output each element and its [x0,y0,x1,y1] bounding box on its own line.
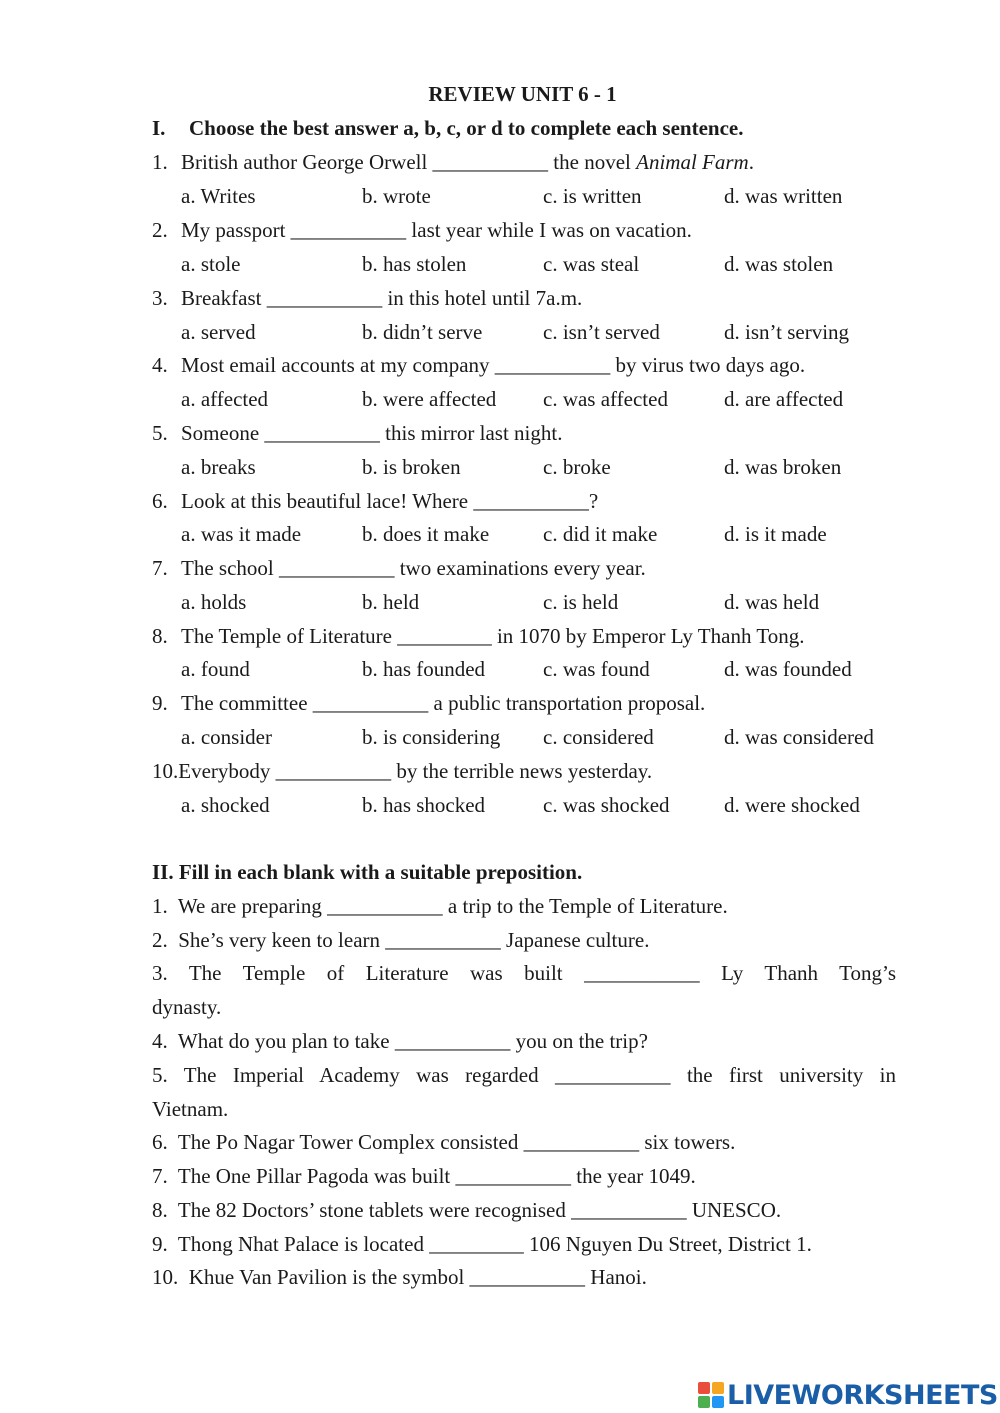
option-a[interactable]: a. served [181,320,256,344]
question-1: 1. British author George Orwell ___________ the novel Animal Farm. [152,150,754,174]
page-title: REVIEW UNIT 6 - 1 [428,82,617,106]
option-c[interactable]: c. broke [543,455,611,479]
book-title: Animal Farm [636,150,749,174]
fill-item-5: 5. The Imperial Academy was regarded ___________ the first university in [152,1063,896,1087]
option-d[interactable]: d. was written [724,184,843,208]
option-d[interactable]: d. is it made [724,522,827,546]
option-b[interactable]: b. held [362,590,420,614]
option-a[interactable]: a. stole [181,252,241,276]
fill-item-3: 3. The Temple of Literature was built ___________ Ly Thanh Tong’s [152,961,896,985]
question-2: 2. My passport ___________ last year while I was on vacation. [152,218,692,242]
fill-item-9: 9. Thong Nhat Palace is located _________ 106 Nguyen Du Street, District 1. [152,1232,812,1256]
question-3: 3. Breakfast ___________ in this hotel until 7a.m. [152,286,583,310]
option-c[interactable]: c. was shocked [543,793,670,817]
option-b[interactable]: b. is broken [362,455,461,479]
section-2-heading: II. Fill in each blank with a suitable preposition. [152,860,583,884]
option-d[interactable]: d. was founded [724,657,852,681]
option-d[interactable]: d. were shocked [724,793,860,817]
option-a[interactable]: a. consider [181,725,272,749]
fill-item-4: 4. What do you plan to take ___________ you on the trip? [152,1029,648,1053]
option-c[interactable]: c. considered [543,725,654,749]
option-a[interactable]: a. shocked [181,793,270,817]
option-b[interactable]: b. wrote [362,184,431,208]
option-b[interactable]: b. is considering [362,725,501,749]
question-4: 4. Most email accounts at my company ___________ by virus two days ago. [152,353,806,377]
fill-item-3-continued: dynasty. [152,995,222,1019]
liveworksheets-logo [697,1378,998,1412]
option-b[interactable]: b. has shocked [362,793,486,817]
question-8: 8. The Temple of Literature _________ in 1070 by Emperor Ly Thanh Tong. [152,624,805,648]
option-c[interactable]: c. is held [543,590,619,614]
liveworksheets-logo-icon [697,1381,725,1409]
option-a[interactable]: a. affected [181,387,269,411]
option-c[interactable]: c. was steal [543,252,640,276]
option-c[interactable]: c. isn’t served [543,320,660,344]
liveworksheets-logo-text: LIVEWORKSHEETS [727,1379,998,1411]
option-a[interactable]: a. Writes [181,184,256,208]
question-5: 5. Someone ___________ this mirror last night. [152,421,563,445]
option-a[interactable]: a. found [181,657,250,681]
option-d[interactable]: d. was considered [724,725,874,749]
option-b[interactable]: b. has stolen [362,252,467,276]
option-d[interactable]: d. are affected [724,387,844,411]
option-a[interactable]: a. was it made [181,522,302,546]
option-c[interactable]: c. was affected [543,387,668,411]
option-c[interactable]: c. was found [543,657,650,681]
fill-item-2: 2. She’s very keen to learn ___________ Japanese culture. [152,928,650,952]
option-a[interactable]: a. holds [181,590,247,614]
option-b[interactable]: b. has founded [362,657,486,681]
option-a[interactable]: a. breaks [181,455,256,479]
fill-item-1: 1. We are preparing ___________ a trip to the Temple of Literature. [152,894,728,918]
fill-item-5-continued: Vietnam. [152,1097,229,1121]
section-1-instruction: Choose the best answer a, b, c, or d to complete each sentence. [189,116,744,140]
option-b[interactable]: b. didn’t serve [362,320,483,344]
section-1-heading [152,116,743,141]
fill-item-10: 10. Khue Van Pavilion is the symbol ___________ Hanoi. [152,1265,647,1289]
option-b[interactable]: b. does it make [362,522,490,546]
question-10: 10.Everybody ___________ by the terrible news yesterday. [152,759,653,783]
question-9: 9. The committee ___________ a public transportation proposal. [152,691,706,715]
question-7: 7. The school ___________ two examinations every year. [152,556,646,580]
option-b[interactable]: b. were affected [362,387,497,411]
option-d[interactable]: d. isn’t serving [724,320,850,344]
fill-item-8: 8. The 82 Doctors’ stone tablets were recognised ___________ UNESCO. [152,1198,782,1222]
section-1-number: I. [152,116,166,140]
option-d[interactable]: d. was stolen [724,252,834,276]
option-d[interactable]: d. was held [724,590,820,614]
question-6: 6. Look at this beautiful lace! Where ___________? [152,489,599,513]
option-c[interactable]: c. did it make [543,522,658,546]
option-c[interactable]: c. is written [543,184,642,208]
fill-item-6: 6. The Po Nagar Tower Complex consisted ___________ six towers. [152,1130,736,1154]
fill-item-7: 7. The One Pillar Pagoda was built ___________ the year 1049. [152,1164,696,1188]
option-d[interactable]: d. was broken [724,455,842,479]
